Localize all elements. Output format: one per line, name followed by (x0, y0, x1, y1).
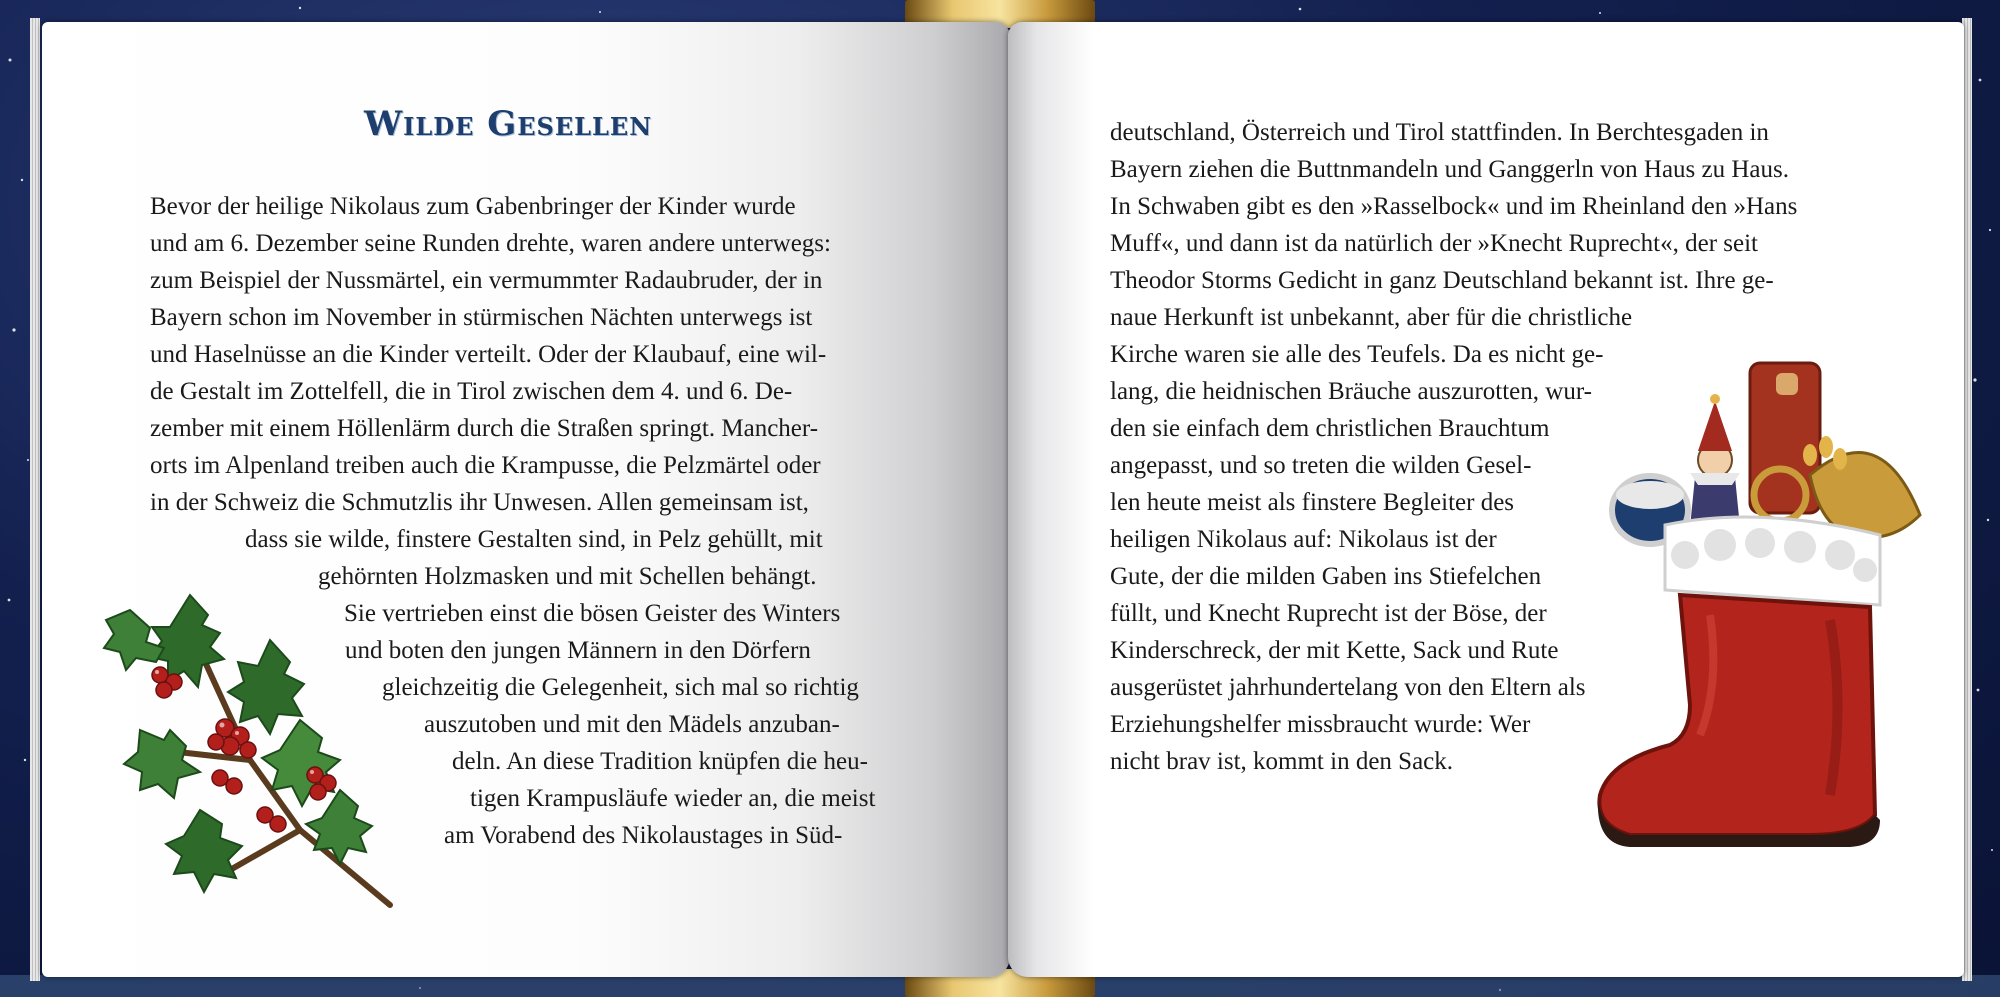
text-line: orts im Alpenland treiben auch die Krampusse, die Pelzmärtel oder (150, 452, 821, 479)
text-line: nicht brav ist, kommt in den Sack. (1110, 748, 1454, 775)
text-line: tigen Krampusläufe wieder an, die meist (470, 785, 876, 812)
left-page-edge (30, 18, 40, 981)
text-line: Erziehungshelfer missbraucht wurde: Wer (1110, 711, 1531, 738)
text-line: gehörnten Holzmasken und mit Schellen behängt. (318, 563, 817, 590)
text-line: Kirche waren sie alle des Teufels. Da es nicht ge- (1110, 341, 1604, 368)
text-line: zum Beispiel der Nussmärtel, ein vermummter Radaubruder, der in (150, 267, 823, 294)
text-line: Bayern schon im November in stürmischen Nächten unterwegs ist (150, 304, 813, 331)
text-line: naue Herkunft ist unbekannt, aber für die christliche (1110, 304, 1633, 331)
text-line: deutschland, Österreich und Tirol stattfinden. In Berchtesgaden in (1110, 119, 1769, 146)
text-line: Bayern ziehen die Buttnmandeln und Ganggerln von Haus zu Haus. (1110, 156, 1789, 183)
holly-illustration (100, 580, 410, 910)
text-line: deln. An diese Tradition knüpfen die heu- (452, 748, 868, 775)
text-line: In Schwaben gibt es den »Rasselbock« und im Rheinland den »Hans (1110, 193, 1798, 220)
text-line: ausgerüstet jahrhundertelang von den Eltern als (1110, 674, 1586, 701)
text-line: zember mit einem Höllenlärm durch die Straßen springt. Mancher- (150, 415, 819, 442)
text-line: Sie vertrieben einst die bösen Geister des Winters (344, 600, 841, 627)
text-line: Kinderschreck, der mit Kette, Sack und Rute (1110, 637, 1559, 664)
text-line: angepasst, und so treten die wilden Gesel- (1110, 452, 1532, 479)
text-line: de Gestalt im Zottelfell, die in Tirol zwischen dem 4. und 6. De- (150, 378, 793, 405)
text-line: Gute, der die milden Gaben ins Stiefelchen (1110, 563, 1542, 590)
text-line: und boten den jungen Männern in den Dörfern (345, 637, 811, 664)
text-line: Bevor der heilige Nikolaus zum Gabenbringer der Kinder wurde (150, 193, 796, 220)
santa-boot-illustration (1590, 355, 1930, 885)
text-line: und Haselnüsse an die Kinder verteilt. Oder der Klaubauf, eine wil- (150, 341, 827, 368)
text-line: füllt, und Knecht Ruprecht ist der Böse, der (1110, 600, 1547, 627)
text-line: len heute meist als finstere Begleiter des (1110, 489, 1515, 516)
text-line: und am 6. Dezember seine Runden drehte, waren andere unterwegs: (150, 230, 831, 257)
text-line: Theodor Storms Gedicht in ganz Deutschland bekannt ist. Ihre ge- (1110, 267, 1774, 294)
text-line: lang, die heidnischen Bräuche auszurotten, wur- (1110, 378, 1592, 405)
text-line: in der Schweiz die Schmutzlis ihr Unwesen. Allen gemeinsam ist, (150, 489, 809, 516)
text-line: heiligen Nikolaus auf: Nikolaus ist der (1110, 526, 1497, 553)
chapter-title: Wilde Gesellen (364, 104, 653, 144)
text-line: dass sie wilde, finstere Gestalten sind, in Pelz gehüllt, mit (245, 526, 823, 553)
text-line: gleichzeitig die Gelegenheit, sich mal so richtig (382, 674, 859, 701)
text-line: den sie einfach dem christlichen Brauchtum (1110, 415, 1550, 442)
text-line: auszutoben und mit den Mädels anzuban- (424, 711, 840, 738)
text-line: am Vorabend des Nikolaustages in Süd- (444, 822, 843, 849)
text-line: Muff«, und dann ist da natürlich der »Knecht Ruprecht«, der seit (1110, 230, 1758, 257)
